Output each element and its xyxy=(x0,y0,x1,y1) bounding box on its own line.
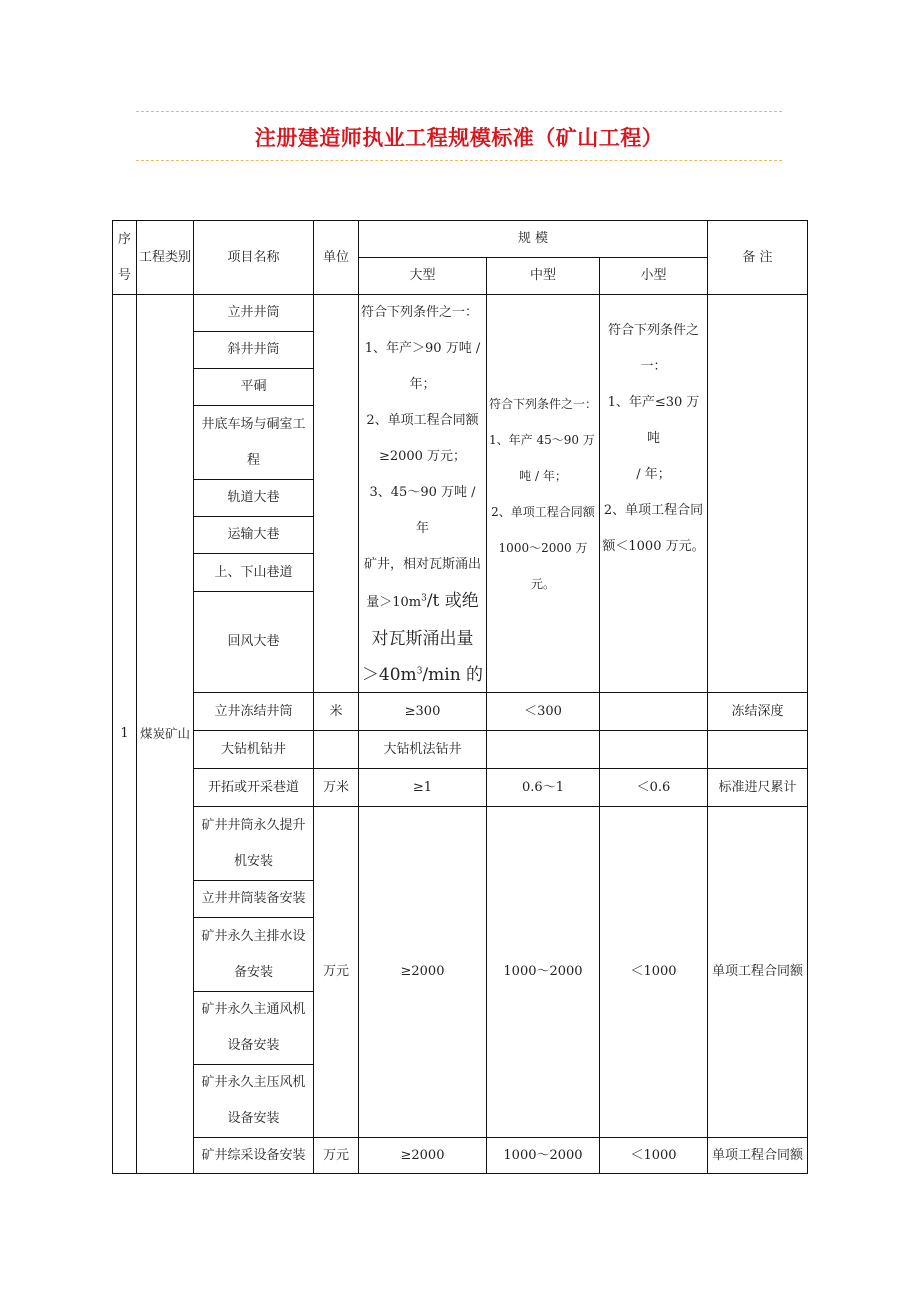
block2-unit: 万元 xyxy=(314,807,359,1138)
page-title: 注册建造师执业工程规模标准（矿山工程） xyxy=(254,126,664,150)
title-rule-bottom xyxy=(136,160,782,161)
table-row-large: ≥300 xyxy=(359,693,487,731)
table-row-medium: ＜300 xyxy=(487,693,600,731)
item-row: 回风大巷 xyxy=(194,592,314,693)
group-seq: 1 xyxy=(113,295,137,1174)
table-row-item: 立井冻结井筒 xyxy=(194,693,314,731)
item-row: 斜井井筒 xyxy=(194,332,314,369)
block2-medium: 1000～2000 xyxy=(487,807,600,1138)
table-row-medium: 1000～2000 xyxy=(487,1138,600,1174)
header-scale: 规 模 xyxy=(359,221,708,258)
table-row-unit xyxy=(314,731,359,769)
header-small: 小型 xyxy=(600,258,708,295)
item-row: 矿井永久主排水设 备安装 xyxy=(194,918,314,992)
header-medium: 中型 xyxy=(487,258,600,295)
block1-unit xyxy=(314,295,359,693)
item-row: 运输大巷 xyxy=(194,517,314,554)
table-row-large: 大钻机法钻井 xyxy=(359,731,487,769)
item-row: 平硐 xyxy=(194,369,314,406)
table-row-remarks: 冻结深度 xyxy=(708,693,808,731)
scale-standard-table xyxy=(112,220,808,1174)
table-row-remarks xyxy=(708,731,808,769)
table-row-large: ≥2000 xyxy=(359,1138,487,1174)
item-row: 立井井筒装备安装 xyxy=(194,881,314,918)
group-category: 煤炭矿山 xyxy=(137,295,194,1174)
item-row: 矿井井筒永久提升 机安装 xyxy=(194,807,314,881)
title-rule-top xyxy=(136,111,782,112)
item-row: 矿井永久主压风机 设备安装 xyxy=(194,1065,314,1138)
table-row-medium xyxy=(487,731,600,769)
table-row-small xyxy=(600,731,708,769)
table-row-medium: 0.6～1 xyxy=(487,769,600,807)
item-row: 矿井永久主通风机 设备安装 xyxy=(194,992,314,1065)
item-row: 井底车场与硐室工 程 xyxy=(194,406,314,480)
block1-medium: 符合下列条件之一： 1、年产 45～90 万 吨 / 年； 2、单项工程合同额 1000～2000 万元。 xyxy=(487,295,600,693)
table-row-item: 开拓或开采巷道 xyxy=(194,769,314,807)
header-item-name: 项目名称 xyxy=(194,221,314,295)
item-row: 轨道大巷 xyxy=(194,480,314,517)
table-row-item: 大钻机钻井 xyxy=(194,731,314,769)
table-row-small: ＜0.6 xyxy=(600,769,708,807)
header-large: 大型 xyxy=(359,258,487,295)
block1-small: 符合下列条件之 一： 1、年产≤30 万吨 / 年； 2、单项工程合同 额＜1000 万元。 xyxy=(600,295,708,693)
header-remarks: 备 注 xyxy=(708,221,808,295)
item-row: 立井井筒 xyxy=(194,295,314,332)
table-row-large: ≥1 xyxy=(359,769,487,807)
table-row-item: 矿井综采设备安装 xyxy=(194,1138,314,1174)
block2-remarks: 单项工程合同额 xyxy=(708,807,808,1138)
table-row-unit: 米 xyxy=(314,693,359,731)
block1-large: 符合下列条件之一： 1、年产＞90 万吨 / 年； 2、单项工程合同额 ≥2000 万元； 3、45～90 万吨 / 年 矿井，相对瓦斯涌出 量$>10m^3/t$ 或绝 对瓦斯涌出量 $>40m^3/\min$ 的 xyxy=(359,295,487,693)
table-row-remarks: 单项工程合同额 xyxy=(708,1138,808,1174)
block1-remarks xyxy=(708,295,808,693)
table-row-remarks: 标准进尺累计 xyxy=(708,769,808,807)
block2-small: ＜1000 xyxy=(600,807,708,1138)
table-row-small: ＜1000 xyxy=(600,1138,708,1174)
table-row-small xyxy=(600,693,708,731)
table-row-unit: 万元 xyxy=(314,1138,359,1174)
header-seq: 序 号 xyxy=(113,221,137,295)
block2-large: ≥2000 xyxy=(359,807,487,1138)
header-category: 工程类别 xyxy=(137,221,194,295)
header-unit: 单位 xyxy=(314,221,359,295)
table-row-unit: 万米 xyxy=(314,769,359,807)
item-row: 上、下山巷道 xyxy=(194,554,314,592)
